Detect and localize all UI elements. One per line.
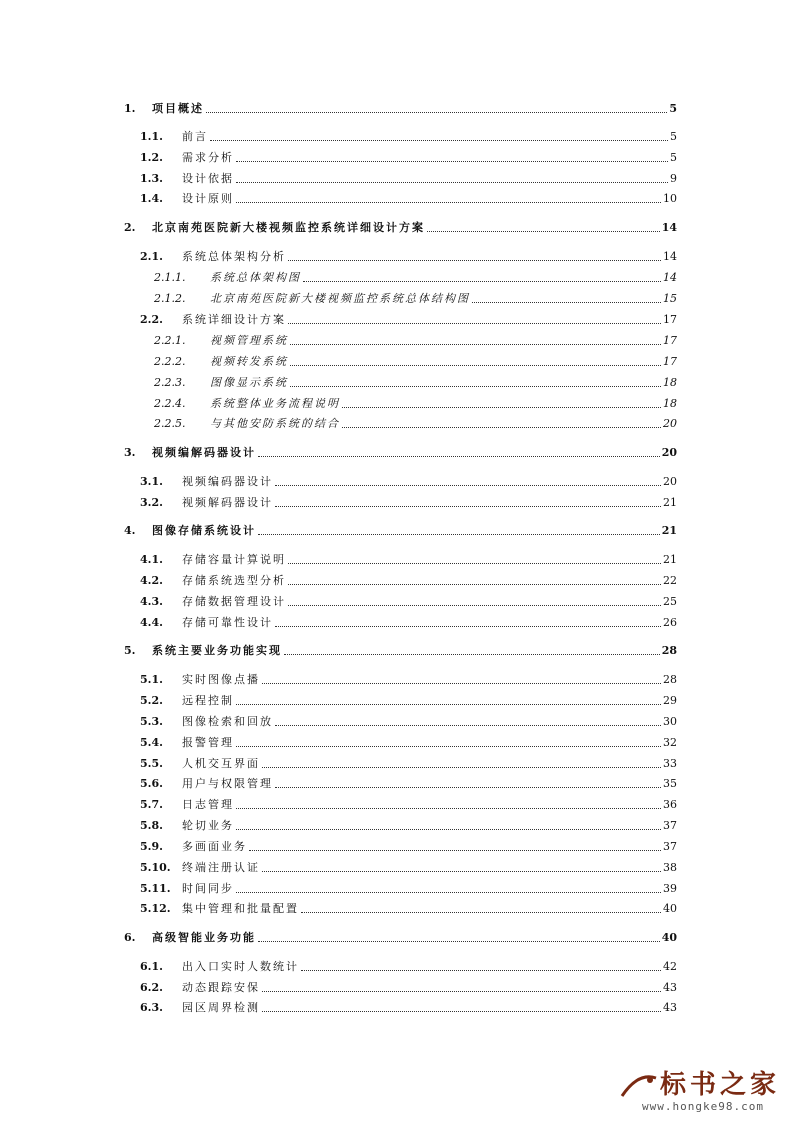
toc-entry[interactable] [154, 353, 677, 369]
toc-entry[interactable] [140, 958, 677, 974]
leader-dots [275, 626, 661, 627]
toc-number: 2.2.2. [154, 355, 186, 368]
toc-page: 28 [663, 673, 677, 686]
toc-number: 2.1.2. [154, 292, 186, 305]
toc-number: 5. [124, 644, 136, 657]
toc-entry[interactable] [140, 671, 677, 687]
toc-entry[interactable] [140, 713, 677, 729]
toc-number: 5.9. [140, 840, 163, 853]
toc-title: 日志管理 [182, 798, 234, 811]
logo-arc-icon [620, 1070, 658, 1100]
toc-title: 时间同步 [182, 882, 234, 895]
toc-title: 与其他安防系统的结合 [210, 417, 340, 430]
toc-number: 2.2.3. [154, 376, 186, 389]
toc-entry[interactable] [140, 796, 677, 812]
toc-title: 轮切业务 [182, 819, 234, 832]
toc-entry[interactable] [140, 999, 677, 1015]
toc-page: 15 [663, 292, 677, 305]
toc-page: 5 [670, 151, 677, 164]
toc-number: 1.3. [140, 172, 163, 185]
toc-number: 5.4. [140, 736, 163, 749]
toc-entry[interactable] [140, 838, 677, 854]
toc-entry[interactable] [140, 170, 677, 186]
leader-dots [262, 1011, 661, 1012]
toc-number: 2.2.1. [154, 334, 186, 347]
toc-entry[interactable] [154, 290, 677, 306]
toc-title: 存储容量计算说明 [182, 553, 286, 566]
toc-title: 系统总体架构图 [210, 271, 301, 284]
leader-dots [288, 584, 661, 585]
toc-title: 动态跟踪安保 [182, 981, 260, 994]
leader-dots [236, 182, 668, 183]
toc-page: 21 [663, 496, 677, 509]
toc-title: 多画面业务 [182, 840, 247, 853]
toc-page: 14 [663, 271, 677, 284]
leader-dots [258, 534, 660, 535]
toc-entry[interactable] [140, 900, 677, 916]
toc-title: 集中管理和批量配置 [182, 902, 299, 915]
leader-dots [342, 407, 661, 408]
toc-title: 系统总体架构分析 [182, 250, 286, 263]
toc-entry[interactable] [140, 859, 677, 875]
toc-page: 21 [663, 553, 677, 566]
leader-dots [290, 344, 661, 345]
toc-title: 视频转发系统 [210, 355, 288, 368]
toc-number: 5.7. [140, 798, 163, 811]
toc-title: 系统整体业务流程说明 [210, 397, 340, 410]
toc-number: 5.5. [140, 757, 163, 770]
toc-page: 43 [663, 981, 677, 994]
leader-dots [206, 112, 667, 113]
toc-page: 38 [663, 861, 677, 874]
toc-number: 4. [124, 524, 136, 537]
toc-title: 存储系统选型分析 [182, 574, 286, 587]
toc-entry[interactable] [124, 642, 677, 658]
toc-title: 系统主要业务功能实现 [152, 644, 282, 657]
toc-page: 14 [661, 221, 677, 234]
toc-number: 1.2. [140, 151, 163, 164]
toc-title: 人机交互界面 [182, 757, 260, 770]
toc-entry[interactable] [140, 494, 677, 510]
toc-title: 存储可靠性设计 [182, 616, 273, 629]
toc-number: 5.12. [140, 902, 171, 915]
toc-entry[interactable] [140, 593, 677, 609]
toc-page: 29 [663, 694, 677, 707]
toc-number: 4.4. [140, 616, 163, 629]
toc-entry[interactable] [124, 100, 677, 116]
toc-number: 4.1. [140, 553, 163, 566]
toc-entry[interactable] [140, 473, 677, 489]
leader-dots [303, 281, 661, 282]
toc-title: 高级智能业务功能 [152, 931, 256, 944]
toc-entry[interactable] [154, 332, 677, 348]
leader-dots [290, 386, 661, 387]
toc-title: 报警管理 [182, 736, 234, 749]
toc-page: 33 [663, 757, 677, 770]
leader-dots [288, 260, 661, 261]
leader-dots [262, 683, 661, 684]
toc-page: 9 [670, 172, 677, 185]
toc-page: 10 [663, 192, 677, 205]
toc-page: 39 [663, 882, 677, 895]
toc-number: 2.2.5. [154, 417, 186, 430]
leader-dots [236, 746, 661, 747]
leader-dots [301, 970, 661, 971]
leader-dots [472, 302, 661, 303]
toc-page: 26 [663, 616, 677, 629]
toc-page: 32 [663, 736, 677, 749]
leader-dots [236, 829, 661, 830]
toc-entry[interactable] [154, 395, 677, 411]
toc-title: 视频解码器设计 [182, 496, 273, 509]
watermark-logo [620, 1064, 790, 1120]
toc-number: 6. [124, 931, 136, 944]
toc-entry[interactable] [140, 311, 677, 327]
toc-title: 园区周界检测 [182, 1001, 260, 1014]
toc-title: 项目概述 [152, 102, 204, 115]
toc-page: 25 [663, 595, 677, 608]
toc-entry[interactable] [140, 817, 677, 833]
toc-title: 北京南苑医院新大楼视频监控系统总体结构图 [210, 292, 470, 305]
toc-number: 2.1. [140, 250, 163, 263]
toc-page: 5 [669, 102, 677, 115]
toc-title: 前言 [182, 130, 208, 143]
toc-page: 36 [663, 798, 677, 811]
toc-page: 20 [663, 475, 677, 488]
leader-dots [288, 323, 661, 324]
leader-dots [288, 605, 661, 606]
leader-dots [301, 912, 661, 913]
toc-title: 北京南苑医院新大楼视频监控系统详细设计方案 [152, 221, 425, 234]
toc-page: 17 [663, 334, 677, 347]
toc-title: 图像显示系统 [210, 376, 288, 389]
leader-dots [275, 725, 661, 726]
toc-title: 设计依据 [182, 172, 234, 185]
toc-entry[interactable] [140, 755, 677, 771]
toc-entry[interactable] [140, 248, 677, 264]
toc-number: 3.2. [140, 496, 163, 509]
watermark-url: www.hongke98.com [642, 1100, 764, 1113]
toc-title: 设计原则 [182, 192, 234, 205]
toc-title: 存储数据管理设计 [182, 595, 286, 608]
toc-number: 6.3. [140, 1001, 163, 1014]
toc-page: 17 [663, 355, 677, 368]
leader-dots [210, 140, 668, 141]
leader-dots [236, 202, 661, 203]
toc-title: 远程控制 [182, 694, 234, 707]
toc-entry[interactable] [140, 692, 677, 708]
toc-number: 1.4. [140, 192, 163, 205]
leader-dots [236, 892, 661, 893]
leader-dots [249, 850, 661, 851]
toc-page: 18 [663, 397, 677, 410]
toc-page: 40 [663, 902, 677, 915]
toc-entry[interactable] [140, 775, 677, 791]
leader-dots [262, 991, 661, 992]
leader-dots [275, 506, 661, 507]
toc-entry[interactable] [154, 415, 677, 431]
toc-entry[interactable] [140, 979, 677, 995]
toc-page: 14 [663, 250, 677, 263]
toc-page: 30 [663, 715, 677, 728]
toc-number: 3. [124, 446, 136, 459]
leader-dots [427, 231, 660, 232]
toc-page: 5 [670, 130, 677, 143]
toc-page: 17 [663, 313, 677, 326]
toc-number: 5.8. [140, 819, 163, 832]
toc-page: 20 [661, 446, 677, 459]
toc-entry[interactable] [140, 128, 677, 144]
toc-number: 6.2. [140, 981, 163, 994]
leader-dots [258, 941, 660, 942]
toc-entry[interactable] [140, 551, 677, 567]
toc-page: 35 [663, 777, 677, 790]
toc-number: 5.1. [140, 673, 163, 686]
toc-page: 21 [661, 524, 677, 537]
toc-title: 图像存储系统设计 [152, 524, 256, 537]
toc-entry[interactable] [124, 219, 677, 235]
toc-number: 2. [124, 221, 136, 234]
toc-number: 1.1. [140, 130, 163, 143]
toc-page: 18 [663, 376, 677, 389]
toc-entry[interactable] [154, 374, 677, 390]
toc-title: 用户与权限管理 [182, 777, 273, 790]
toc-number: 2.2. [140, 313, 163, 326]
toc-entry[interactable] [140, 734, 677, 750]
toc-number: 5.10. [140, 861, 171, 874]
toc-title: 出入口实时人数统计 [182, 960, 299, 973]
leader-dots [236, 808, 661, 809]
watermark-title: 标书之家 [660, 1070, 781, 1100]
toc-number: 5.11. [140, 882, 171, 895]
toc-number: 4.3. [140, 595, 163, 608]
toc-title: 视频编解码器设计 [152, 446, 256, 459]
toc-title: 图像检索和回放 [182, 715, 273, 728]
toc-number: 1. [124, 102, 136, 115]
toc-number: 2.1.1. [154, 271, 186, 284]
toc-title: 需求分析 [182, 151, 234, 164]
toc-title: 系统详细设计方案 [182, 313, 286, 326]
toc-page: 40 [661, 931, 677, 944]
toc-page: 37 [663, 840, 677, 853]
toc-number: 6.1. [140, 960, 163, 973]
toc-number: 5.6. [140, 777, 163, 790]
toc-title: 实时图像点播 [182, 673, 260, 686]
toc-number: 3.1. [140, 475, 163, 488]
toc-title: 视频管理系统 [210, 334, 288, 347]
toc-page: 20 [663, 417, 677, 430]
leader-dots [262, 767, 661, 768]
toc-entry[interactable] [124, 522, 677, 538]
toc-page: 22 [663, 574, 677, 587]
toc-entry[interactable] [140, 572, 677, 588]
leader-dots [262, 871, 661, 872]
leader-dots [236, 704, 661, 705]
toc-number: 5.3. [140, 715, 163, 728]
leader-dots [275, 485, 661, 486]
toc-entry[interactable] [140, 614, 677, 630]
toc-number: 5.2. [140, 694, 163, 707]
toc-entry[interactable] [140, 880, 677, 896]
toc-entry[interactable] [124, 929, 677, 945]
toc-number: 2.2.4. [154, 397, 186, 410]
toc-entry[interactable] [154, 269, 677, 285]
toc-page: 42 [663, 960, 677, 973]
toc-entry[interactable] [124, 444, 677, 460]
leader-dots [258, 456, 660, 457]
leader-dots [236, 161, 668, 162]
toc-page: 43 [663, 1001, 677, 1014]
toc-title: 终端注册认证 [182, 861, 260, 874]
toc-number: 4.2. [140, 574, 163, 587]
leader-dots [342, 427, 661, 428]
toc-entry[interactable] [140, 149, 677, 165]
toc-page: 37 [663, 819, 677, 832]
leader-dots [275, 787, 661, 788]
toc-title: 视频编码器设计 [182, 475, 273, 488]
leader-dots [284, 654, 660, 655]
toc-entry[interactable] [140, 190, 677, 206]
toc-page: 28 [661, 644, 677, 657]
leader-dots [290, 365, 661, 366]
leader-dots [288, 563, 661, 564]
